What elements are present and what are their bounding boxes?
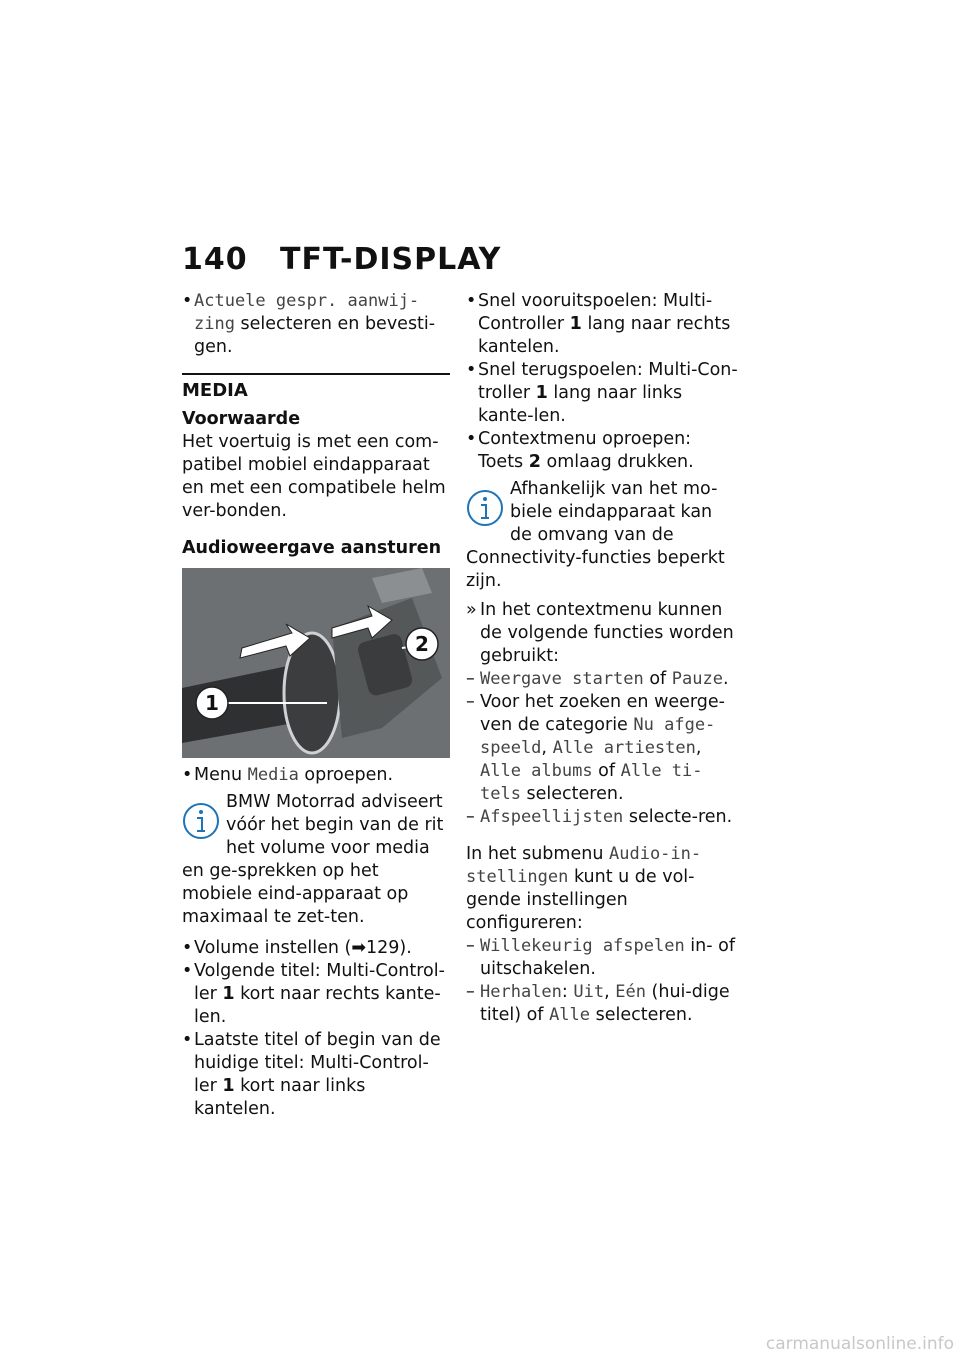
figure-label-1: 1 xyxy=(205,691,219,715)
info-note xyxy=(182,791,450,929)
bullet-icon: • xyxy=(182,291,193,311)
info-note xyxy=(466,478,738,593)
info-icon xyxy=(466,488,504,528)
bullet-item: • Laatste titel of begin van de huidige titel: Multi-Control-ler 1 kort naar links kantelen. xyxy=(182,1030,441,1119)
page-ref: 129 xyxy=(366,938,400,958)
watermark: carmanualsonline.info xyxy=(765,1334,954,1354)
info-text: BMW Motorrad adviseert vóór het begin van de rit het volume voor media en ge-sprekken op het mobiele eind-apparaat op maximaal te zet-ten. xyxy=(182,792,444,927)
figure-label-2: 2 xyxy=(415,632,429,656)
dash-icon: – xyxy=(466,982,475,1002)
page-number: 140 xyxy=(182,242,248,277)
bullet-icon: • xyxy=(466,291,477,311)
section-rule xyxy=(182,373,450,402)
bullet-icon: • xyxy=(466,360,477,380)
audio-heading: Audioweergave aansturen xyxy=(182,538,442,558)
dash-item: – Herhalen: Uit, Eén (hui-dige titel) of Alle selecteren. xyxy=(466,982,730,1025)
bullet-icon: • xyxy=(182,765,193,785)
dash-icon: – xyxy=(466,692,475,712)
bullet-icon: • xyxy=(182,1030,193,1050)
bullet-icon: • xyxy=(466,429,477,449)
section-title: MEDIA xyxy=(182,380,248,401)
info-text: Afhankelijk van het mo-biele eindapparaat kan de omvang van de Connectivity-functies beperkt zijn. xyxy=(466,479,725,591)
dash-item: – Weergave starten of Pauze. xyxy=(466,669,729,689)
left-column xyxy=(182,290,450,1121)
bullet-icon: • xyxy=(182,961,193,981)
submenu-intro: In het submenu Audio-in-stellingen kunt u de vol-gende instellingen configureren: xyxy=(466,844,702,933)
dash-item: – Voor het zoeken en weerge-ven de categorie Nu afge-speeld, Alle artiesten, Alle albums of Alle ti-tels selecteren. xyxy=(466,692,725,804)
bullet-icon: • xyxy=(182,938,193,958)
handlebar-controls-figure xyxy=(182,568,450,758)
right-column xyxy=(466,290,738,1027)
bullet-item: • Volgende titel: Multi-Control-ler 1 kort naar rechts kante-len. xyxy=(182,961,445,1027)
result-arrow-icon: » xyxy=(466,600,477,620)
bullet-item: • Snel vooruitspoelen: Multi-Controller 1 lang naar rechts kantelen. xyxy=(466,291,731,357)
bullet-item: • Snel terugspoelen: Multi-Con-troller 1 lang naar links kante-len. xyxy=(466,360,738,426)
dash-icon: – xyxy=(466,669,475,689)
page-ref-arrow-icon: ➡ xyxy=(351,938,366,958)
bullet-item: • Menu Media oproepen. xyxy=(182,765,394,785)
page-header xyxy=(182,242,501,277)
bullet-item: • Actuele gespr. aanwij-zing selecteren en bevesti-gen. xyxy=(182,291,436,357)
info-icon xyxy=(182,801,220,841)
handlebar-illustration xyxy=(182,568,450,758)
dash-icon: – xyxy=(466,807,475,827)
dash-icon: – xyxy=(466,936,475,956)
bullet-item: • Volume instellen (➡129). xyxy=(182,938,412,958)
dash-item: – Afspeellijsten selecte-ren. xyxy=(466,807,733,827)
result-item: » In het contextmenu kunnen de volgende functies worden gebruikt: xyxy=(466,600,734,666)
bullet-item: • Contextmenu oproepen: Toets 2 omlaag drukken. xyxy=(466,429,694,472)
dash-item: – Willekeurig afspelen in- of uitschakelen. xyxy=(466,936,735,979)
prerequisite-heading: Voorwaarde xyxy=(182,409,301,429)
prerequisite-text: Het voertuig is met een com-patibel mobiel eindapparaat en met een compatibele helm ver-bonden. xyxy=(182,432,446,521)
chapter-title: TFT-DISPLAY xyxy=(280,242,502,277)
